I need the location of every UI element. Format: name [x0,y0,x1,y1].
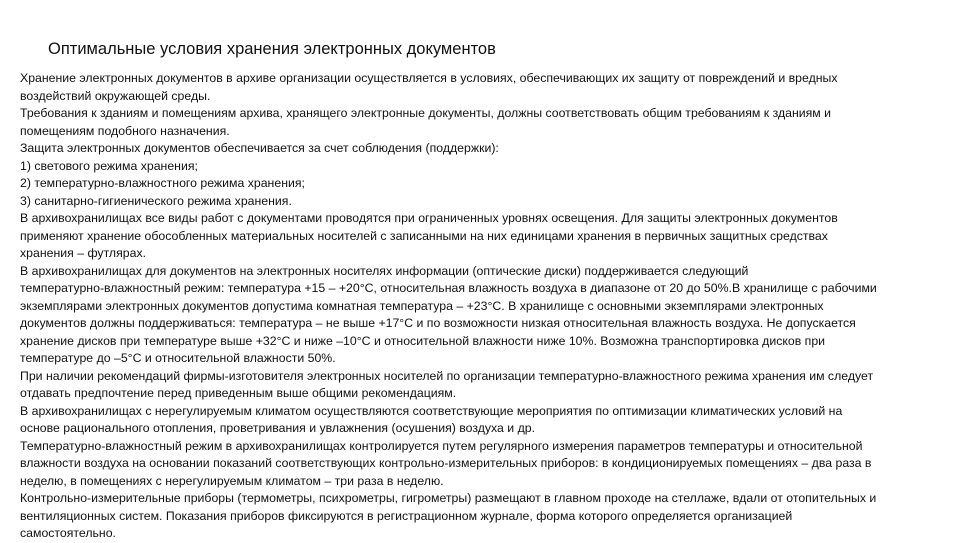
text-line: В архивохранилищах для документов на электронных носителях информации (оптические диски) поддерживается следующий [20,263,749,278]
text-line: хранения – футлярах. [20,246,147,260]
page-title: Оптимальные условия хранения электронных документов [48,40,496,58]
text-line: При наличии рекомендаций фирмы-изготовителя электронных носителей по организации температурно-влажностного режима хранения им следует [20,368,874,383]
text-line: В архивохранилищах с нерегулируемым климатом осуществляются соответствующие мероприятия по оптимизации климатических условий на [20,403,843,418]
text-line: хранение дисков при температуре выше +32°С и ниже –10°С и относительной влажности ниже 10%. Возможна транспортировка дисков при [20,333,826,348]
text-line: 2) температурно-влажностного режима хранения; [20,176,305,190]
text-line: самостоятельно. [20,526,116,540]
text-line: отдавать предпочтение перед приведенным выше общими рекомендациям. [20,386,457,400]
text-line: Контрольно-измерительные приборы (термометры, психрометры, гигрометры) размещают в главном проходе на стеллаже, вдали от отопительных и [20,491,877,505]
text-line: Температурно-влажностный режим в архивохранилищах контролируется путем регулярного измерения параметров температуры и относительной [20,438,863,453]
document-body [20,70,877,543]
text-line: документов должны поддерживаться: температура – не выше +17°С и по возможности низкая относительная влажность воздуха. Не допускается [20,316,856,330]
text-line: 1) светового режима хранения; [20,158,198,173]
text-line: температуре до –5°С и относительной влажности 50%. [20,351,336,365]
text-line: экземплярами электронных документов допустима комнатная температура – +23°С. В хранилище с основными экземплярами электронных [20,298,824,313]
text-line: влажности воздуха на основании показаний соответствующих контрольно-измерительных приборов: в кондиционируемых помещениях – два раза в [20,456,872,470]
text-line: воздействий окружающей среды. [20,88,211,103]
text-line: Защита электронных документов обеспечивается за счет соблюдения (поддержки): [20,141,499,155]
text-line: применяют хранение обособленных материальных носителей с записанными на них единицами хранения в первичных защитных средствах [20,228,828,243]
text-line: температурно-влажностный режим: температура +15 – +20°С, относительная влажность воздуха в диапазоне от 20 до 50%.В хранилище с рабочими [20,281,877,295]
text-line: основе рационального отопления, проветривания и увлажнения (осушения) воздуха и др. [20,421,536,435]
text-line: 3) санитарно-гигиенического режима хранения. [20,193,292,208]
text-line: Хранение электронных документов в архиве организации осуществляется в условиях, обеспечивающих их защиту от повреждений и вредных [20,71,838,85]
text-line: вентиляционных систем. Показания приборов фиксируются в регистрационном журнале, форма которого определяется организацией [20,508,793,523]
text-line: неделю, в помещениях с нерегулируемым климатом – три раза в неделю. [20,473,444,488]
text-line: В архивохранилищах все виды работ с документами проводятся при ограниченных уровнях освещения. Для защиты электронных документов [20,211,838,225]
text-line: Требования к зданиям и помещениям архива, хранящего электронные документы, должны соответствовать общим требованиям к зданиям и [20,106,832,120]
text-line: помещениям подобного назначения. [20,123,230,138]
